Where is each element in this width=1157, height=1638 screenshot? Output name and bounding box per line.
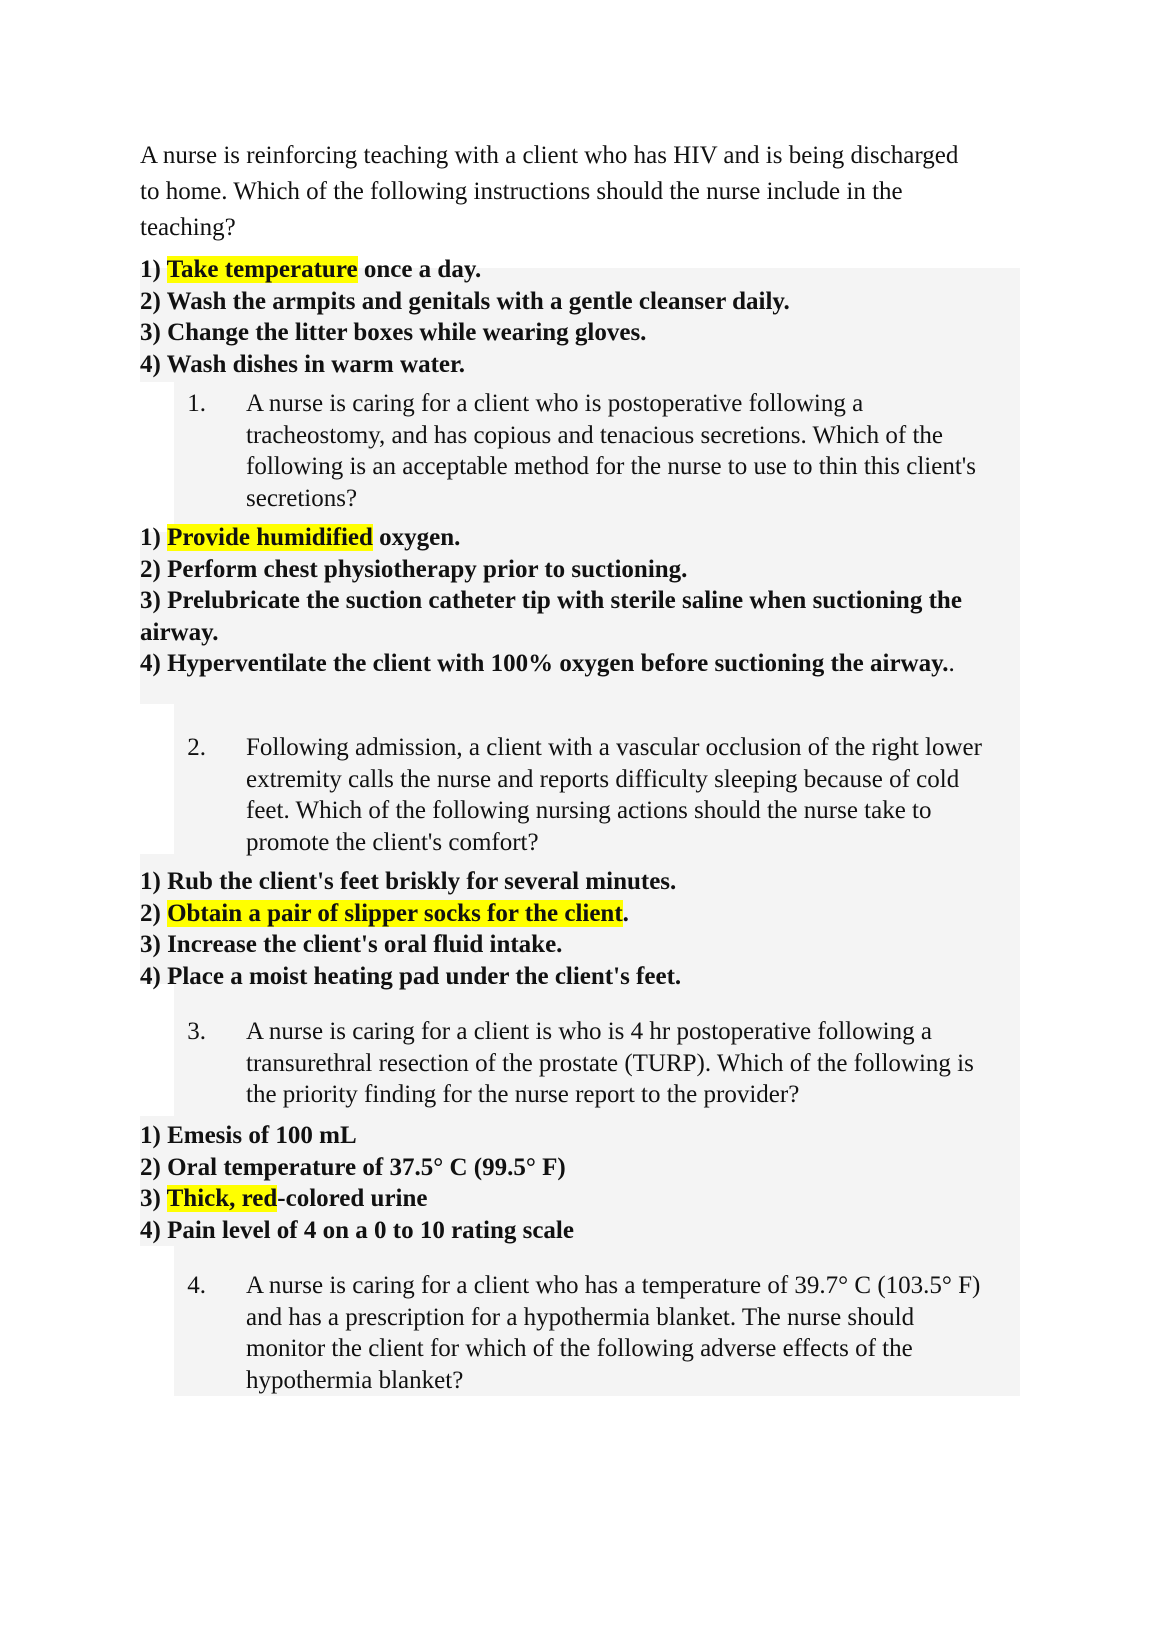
question-shaded-area [140, 256, 1020, 1456]
question-number: 3. [187, 1018, 206, 1045]
question-text: A nurse is caring for a client who is postoperative following a tracheostomy, and has copious and tenacious secretions. Which of the following is an acceptable method for the nurse to use to thin this client's secretions? [246, 390, 977, 512]
option-4: 4) Wash dishes in warm water. [140, 350, 466, 378]
answer-options-3 [140, 1120, 1012, 1246]
option-3: 3) Change the litter boxes while wearing gloves. [140, 319, 647, 346]
answer-options-0 [140, 254, 1012, 380]
highlighted-answer: Obtain a pair of slipper socks for the client [167, 899, 623, 927]
question-4 [176, 1270, 988, 1396]
question-text: Following admission, a client with a vascular occlusion of the right lower extremity calls the nurse and reports difficulty sleeping because of cold feet. Which of the following nursing actions should the nurse take to promote the client's comfort? [246, 734, 982, 856]
option-3: 3) Thick, red-colored urine [140, 1185, 428, 1212]
option-1: 1) Take temperature once a day. [140, 256, 482, 283]
option-2: 2) Obtain a pair of slipper socks for the client. [140, 899, 629, 927]
highlighted-answer: Take temperature [166, 256, 358, 283]
question-1 [176, 388, 988, 514]
option-2: 2) Perform chest physiotherapy prior to suctioning. [140, 555, 688, 583]
highlighted-answer: Thick, red [166, 1185, 278, 1212]
option-4: 4) Pain level of 4 on a 0 to 10 rating scale [140, 1216, 574, 1244]
question-number: 1. [187, 390, 206, 417]
option-1: 1) Provide humidified oxygen. [140, 524, 461, 551]
option-3: 3) Increase the client's oral fluid intake. [140, 931, 563, 958]
question-2 [176, 732, 988, 858]
option-2: 2) Oral temperature of 37.5° C (99.5° F) [140, 1153, 566, 1181]
option-2: 2) Wash the armpits and genitals with a gentle cleanser daily. [140, 287, 790, 315]
answer-options-2 [140, 866, 1012, 992]
option-4: 4) Place a moist heating pad under the client's feet. [140, 962, 682, 990]
question-number: 4. [187, 1272, 206, 1299]
intro-question: A nurse is reinforcing teaching with a client who has HIV and is being discharged to home. Which of the following instructions should the nurse include in the teaching? [140, 142, 959, 241]
option-3: 3) Prelubricate the suction catheter tip with sterile saline when suctioning the airway. [140, 587, 962, 646]
option-1: 1) Rub the client's feet briskly for several minutes. [140, 868, 677, 895]
option-4: 4) Hyperventilate the client with 100% oxygen before suctioning the airway.. [140, 650, 955, 677]
question-3 [176, 1016, 988, 1111]
question-number: 2. [187, 734, 206, 761]
highlighted-answer: Provide humidified [167, 524, 373, 551]
answer-options-1 [140, 522, 1012, 680]
question-text: A nurse is caring for a client who has a temperature of 39.7° C (103.5° F) and has a prescription for a hypothermia blanket. The nurse should monitor the client for which of the following adverse effects of the hypothermia blanket? [246, 1272, 981, 1394]
question-text: A nurse is caring for a client is who is 4 hr postoperative following a transurethral resection of the prostate (TURP). Which of the following is the priority finding for the nurse report to the provider? [246, 1018, 974, 1108]
option-1: 1) Emesis of 100 mL [140, 1122, 357, 1149]
